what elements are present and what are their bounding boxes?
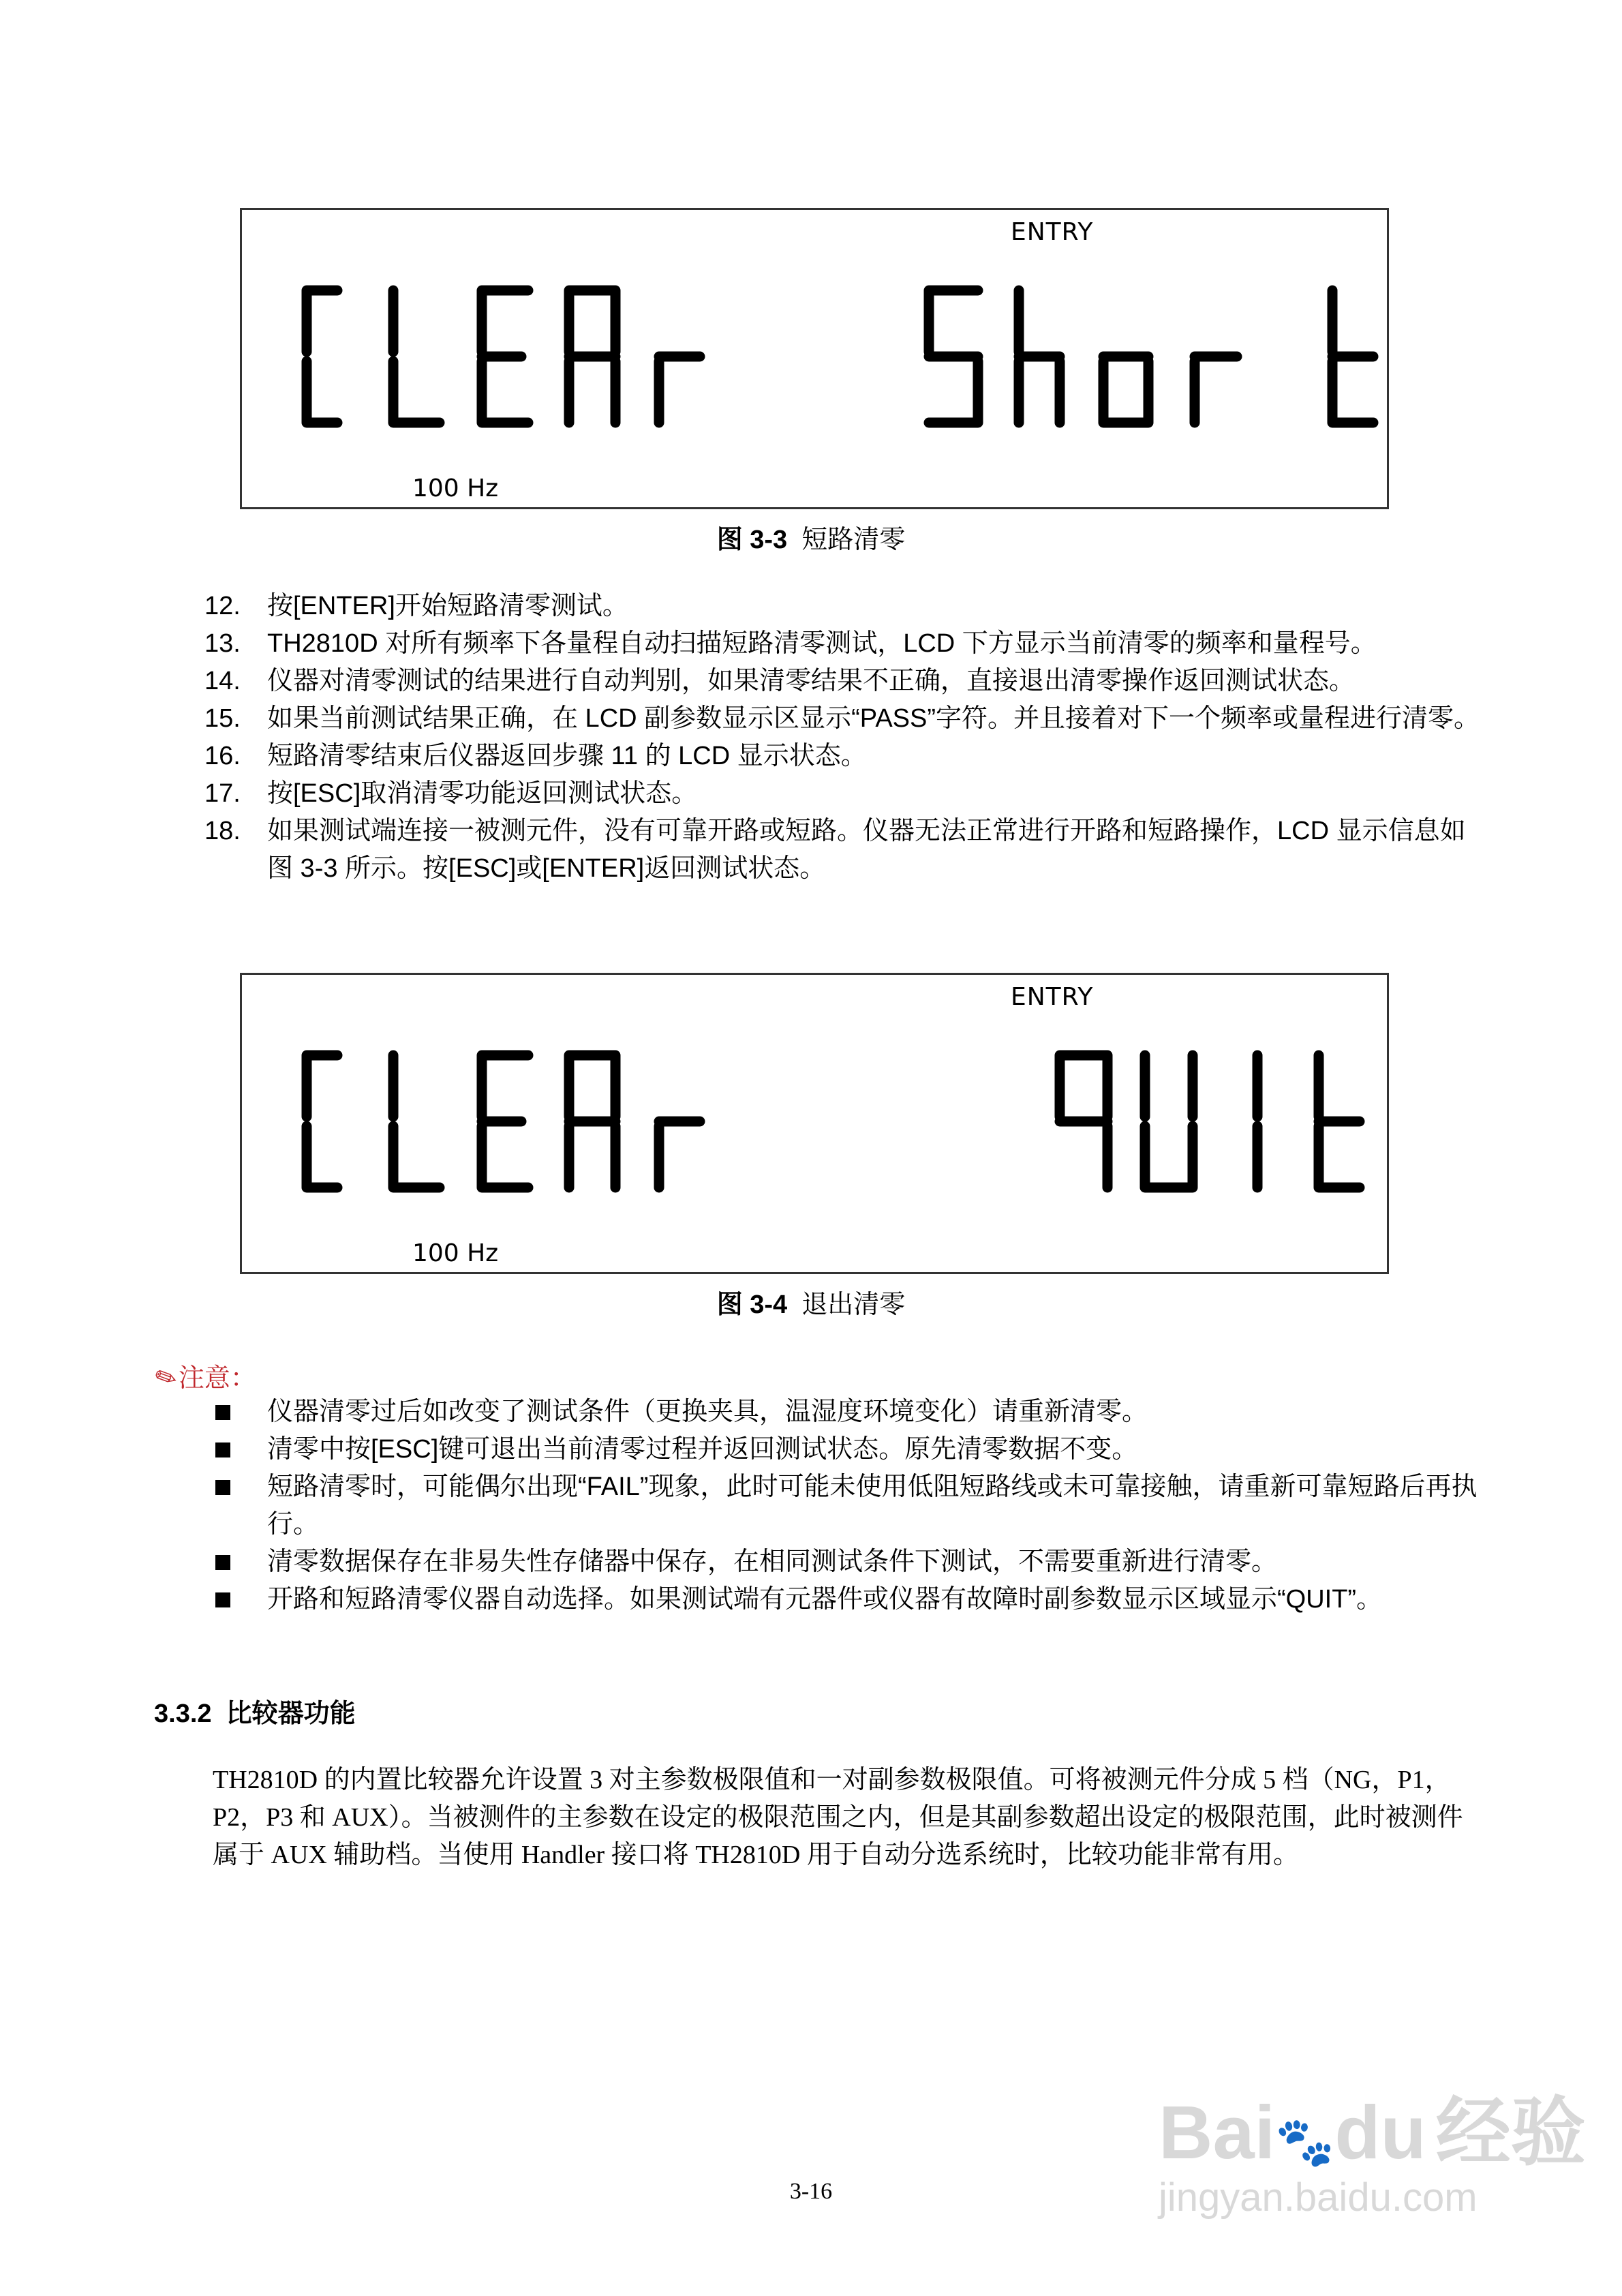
seg-char-r	[659, 1121, 700, 1188]
seg-char-u	[1145, 1055, 1193, 1188]
lcd-display-clear-quit	[240, 973, 1389, 1274]
figure-caption	[0, 518, 1622, 556]
note-list	[213, 1393, 1487, 1618]
seg-char-c	[307, 1055, 337, 1188]
baidu-watermark-logo: Bai🐾du 经验	[1159, 2091, 1586, 2175]
figure-caption	[0, 1283, 1622, 1320]
caption-text: 退出清零	[801, 1290, 906, 1319]
paw-icon: 🐾	[1275, 2115, 1335, 2169]
seg-char-r	[659, 357, 700, 423]
seg-char-s	[929, 290, 978, 423]
seg-char-a	[569, 1055, 615, 1188]
list-item: 15. 如果当前测试结果正确，在 LCD 副参数显示区显示“PASS”字符。并且接着对下一个频率或量程进行清零。	[204, 704, 1480, 733]
pen-icon: ✎	[150, 1361, 183, 1396]
lcd-frequency: 100 Hz	[412, 474, 499, 502]
seg-char-a	[569, 290, 615, 423]
lcd-main-readout	[242, 278, 1387, 483]
section-heading	[154, 1692, 356, 1729]
watermark-url: jingyan.baidu.com	[1159, 2175, 1478, 2220]
lcd-entry-indicator: ENTRY	[1011, 218, 1094, 246]
lcd-frequency: 100 Hz	[412, 1239, 499, 1267]
seg-char-h	[1019, 290, 1060, 423]
section-number: 3.3.2	[154, 1700, 212, 1728]
steps-list	[204, 588, 1486, 888]
list-item: 18. 如果测试端连接一被测元件，没有可靠开路或短路。仪器无法正常进行开路和短路操作，LCD 显示信息如图 3-3 所示。按[ESC]或[ENTER]返回测试状态。	[204, 817, 1466, 883]
list-item: 14. 仪器对清零测试的结果进行自动判别，如果清零结果不正确，直接退出清零操作返回测试状态。	[204, 667, 1356, 695]
bullet-square-icon	[215, 1555, 230, 1570]
list-item: 13. TH2810D 对所有频率下各量程自动扫描短路清零测试，LCD 下方显示当前清零的频率和量程号。	[204, 629, 1377, 658]
lcd-entry-indicator: ENTRY	[1011, 983, 1094, 1011]
seg-char-l	[393, 290, 440, 423]
seg-char-l	[393, 1055, 440, 1188]
seg-char-t	[1319, 1055, 1360, 1188]
caption-text: 短路清零	[801, 526, 906, 554]
list-item: 短路清零时，可能偶尔出现“FAIL”现象，此时可能未使用低阻短路线或未可靠接触，请重新可靠短路后再执行。	[213, 1468, 1487, 1543]
seg-char-e	[482, 290, 528, 423]
note-title: ✎注意：	[150, 1361, 256, 1396]
lcd-main-readout	[242, 1043, 1387, 1248]
list-item: 开路和短路清零仪器自动选择。如果测试端有元器件或仪器有故障时副参数显示区域显示“QUIT”。	[213, 1581, 1487, 1618]
section-paragraph: TH2810D 的内置比较器允许设置 3 对主参数极限值和一对副参数极限值。可将被测元件分成 5 档（NG，P1，P2，P3 和 AUX）。当被测件的主参数在设定的极限范围之内，但是其副参数超出设定的极限范围，此时被测件属于 AUX 辅助档。当使用 Handler 接口将 TH2810D 用于自动分选系统时，比较功能非常有用。	[213, 1766, 1463, 1869]
bullet-square-icon	[215, 1480, 230, 1495]
page-number: 3-16	[789, 2179, 833, 2204]
list-item: 清零中按[ESC]键可退出当前清零过程并返回测试状态。原先清零数据不变。	[213, 1431, 1487, 1468]
seg-char-t	[1332, 290, 1373, 423]
bullet-square-icon	[215, 1592, 230, 1607]
caption-number: 图 3-4	[716, 1290, 788, 1319]
bullet-square-icon	[215, 1405, 230, 1420]
bullet-square-icon	[215, 1442, 230, 1457]
seg-char-e	[482, 1055, 528, 1188]
list-item: 17. 按[ESC]取消清零功能返回测试状态。	[204, 779, 698, 808]
section-title: 比较器功能	[226, 1700, 356, 1728]
seg-char-o	[1103, 357, 1148, 423]
caption-number: 图 3-3	[716, 526, 788, 554]
list-item: 仪器清零过后如改变了测试条件（更换夹具，温湿度环境变化）请重新清零。	[213, 1393, 1487, 1431]
seg-char-r2	[1195, 357, 1237, 423]
list-item: 12. 按[ENTER]开始短路清零测试。	[204, 592, 628, 620]
lcd-display-clear-short	[240, 208, 1389, 509]
seg-char-9	[1060, 1055, 1107, 1188]
seg-char-c	[307, 290, 337, 423]
list-item: 16. 短路清零结束后仪器返回步骤 11 的 LCD 显示状态。	[204, 742, 867, 770]
list-item: 清零数据保存在非易失性存储器中保存，在相同测试条件下测试，不需要重新进行清零。	[213, 1543, 1487, 1581]
